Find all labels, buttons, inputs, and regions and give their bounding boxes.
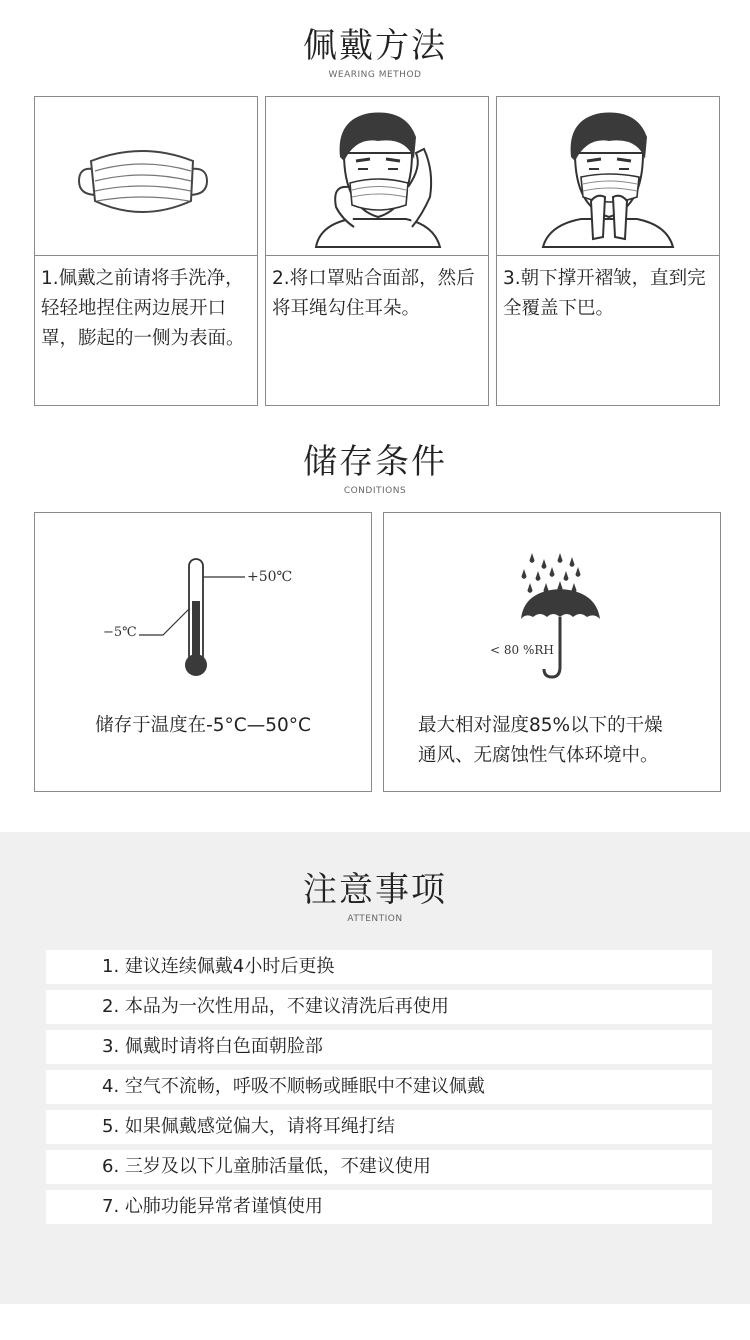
temperature-min-label: −5℃ xyxy=(103,625,137,640)
step-card-1 xyxy=(34,96,258,406)
attention-subtitle: ATTENTION xyxy=(347,914,403,924)
notice-item-1: 1. 建议连续佩戴4小时后更换 xyxy=(46,950,712,984)
notice-item-2: 2. 本品为一次性用品，不建议清洗后再使用 xyxy=(46,990,712,1024)
humidity-text xyxy=(418,711,720,771)
storage-title: 储存条件 xyxy=(303,442,447,482)
humidity-text-line1: 最大相对湿度85%以下的干燥 xyxy=(418,715,663,736)
step-card-2 xyxy=(265,96,489,406)
humidity-card xyxy=(383,512,721,792)
step-1-illustration xyxy=(35,97,257,256)
wearing-title: 佩戴方法 xyxy=(303,26,447,66)
attention-section-header xyxy=(0,870,750,924)
umbrella-rain-icon xyxy=(384,513,720,683)
attention-title: 注意事项 xyxy=(303,870,447,910)
step-2-illustration xyxy=(266,97,488,256)
storage-subtitle: CONDITIONS xyxy=(343,486,407,496)
notice-item-6: 6. 三岁及以下儿童肺活量低，不建议使用 xyxy=(46,1150,712,1184)
thermometer-icon xyxy=(35,513,371,683)
humidity-label: < 80 %RH xyxy=(490,643,554,657)
step-3-illustration xyxy=(497,97,719,256)
temperature-max-label: +50℃ xyxy=(247,569,293,585)
wearing-section-header xyxy=(0,26,750,80)
humidity-text-line2: 通风、无腐蚀性气体环境中。 xyxy=(418,745,659,766)
temperature-card xyxy=(34,512,372,792)
wearing-subtitle: WEARING METHOD xyxy=(328,70,422,80)
mask-icon xyxy=(35,97,257,256)
notice-item-7: 7. 心肺功能异常者谨慎使用 xyxy=(46,1190,712,1224)
temperature-text: 储存于温度在-5°C—50°C xyxy=(95,715,311,736)
step-2-text: 2.将口罩贴合面部，然后将耳绳勾住耳朵。 xyxy=(272,268,475,319)
person-adjusting-mask-icon xyxy=(497,97,719,256)
notice-item-4: 4. 空气不流畅，呼吸不顺畅或睡眠中不建议佩戴 xyxy=(46,1070,712,1104)
step-card-3 xyxy=(496,96,720,406)
storage-section-header xyxy=(0,442,750,496)
notice-item-3: 3. 佩戴时请将白色面朝脸部 xyxy=(46,1030,712,1064)
step-3-text: 3.朝下撑开褶皱，直到完全覆盖下巴。 xyxy=(503,268,706,319)
notice-item-5: 5. 如果佩戴感觉偏大，请将耳绳打结 xyxy=(46,1110,712,1144)
person-wearing-mask-icon xyxy=(266,97,488,256)
step-1-text: 1.佩戴之前请将手洗净，轻轻地捏住两边展开口罩，膨起的一侧为表面。 xyxy=(41,268,245,349)
